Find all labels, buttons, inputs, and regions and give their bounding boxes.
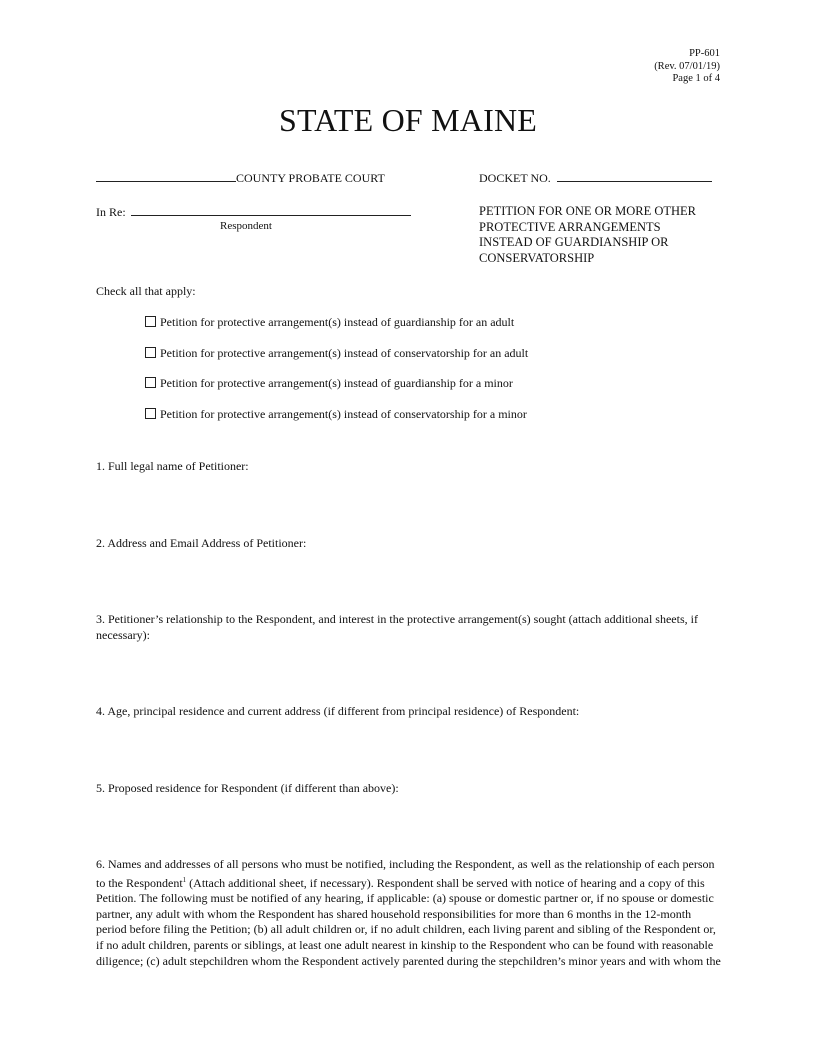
- petition-title-line: INSTEAD OF GUARDIANSHIP OR: [479, 235, 669, 249]
- docket-number-field[interactable]: [557, 170, 712, 182]
- respondent-caption: Respondent: [220, 220, 272, 232]
- option-label: Petition for protective arrangement(s) instead of guardianship for an adult: [160, 315, 515, 329]
- checkbox[interactable]: [145, 408, 156, 419]
- option-label: Petition for protective arrangement(s) instead of conservatorship for an adult: [160, 346, 529, 360]
- question-2: 2. Address and Email Address of Petitioner:: [96, 536, 307, 550]
- question-4: 4. Age, principal residence and current address (if different from principal residence) of Respondent:: [96, 704, 580, 718]
- option-label: Petition for protective arrangement(s) instead of conservatorship for a minor: [160, 407, 527, 421]
- checkbox[interactable]: [145, 316, 156, 327]
- county-court-label: COUNTY PROBATE COURT: [236, 171, 385, 185]
- county-court-line: [96, 170, 385, 186]
- check-all-instruction: Check all that apply:: [96, 284, 196, 298]
- form-revision: (Rev. 07/01/19): [654, 60, 720, 72]
- docket-line: [479, 170, 712, 186]
- petition-title-line: PETITION FOR ONE OR MORE OTHER: [479, 204, 697, 218]
- footnote-mark: 1: [182, 875, 187, 884]
- question-6: [96, 857, 722, 969]
- county-name-field[interactable]: [96, 170, 236, 182]
- checkbox[interactable]: [145, 377, 156, 388]
- in-re-label: In Re:: [96, 205, 126, 219]
- page-indicator: Page 1 of 4: [672, 73, 720, 84]
- option-conservatorship-adult: [145, 346, 528, 361]
- option-conservatorship-minor: [145, 407, 527, 422]
- form-number-block: [654, 48, 720, 86]
- checkbox[interactable]: [145, 347, 156, 358]
- option-guardianship-adult: [145, 315, 514, 330]
- question-6-text-continued: (Attach additional sheet, if necessary). Respondent shall be served with notice of hearing and a copy of this Petition. The following must be notified of any hearing, if applicable: (a) spouse or domestic partner or, if no spouse or domestic partner, any adult with whom the Respondent has shared household responsibilities for more than 6 months in the 12-month period before filing the Petition; (b) all adult children or, if no adult children, each living parent and sibling of the Respondent or, if no adult children, parents or siblings, at least one adult nearest in kinship to the Respondent who can be found with reasonable diligence; (c) adult stepchildren whom the Respondent actively parented during the stepchildren’s minor years and with whom the: [96, 875, 721, 968]
- petition-title-line: PROTECTIVE ARRANGEMENTS: [479, 219, 661, 234]
- question-1: 1. Full legal name of Petitioner:: [96, 459, 249, 473]
- respondent-name-field[interactable]: [131, 204, 411, 216]
- question-5: 5. Proposed residence for Respondent (if different than above):: [96, 781, 399, 795]
- option-label: Petition for protective arrangement(s) instead of guardianship for a minor: [160, 376, 513, 390]
- in-re-line: [96, 204, 411, 220]
- question-6-text: 6. Names and addresses of all persons who must be notified, including the Respondent, as well as the relationship of each person to the Respondent: [96, 857, 715, 890]
- docket-label: DOCKET NO.: [479, 171, 551, 185]
- page-title: STATE OF MAINE: [278, 102, 538, 138]
- option-guardianship-minor: [145, 376, 513, 391]
- question-3: 3. Petitioner’s relationship to the Respondent, and interest in the protective arrangement(s) sought (attach additional sheets, if necessary):: [96, 612, 698, 642]
- form-code: PP-601: [689, 48, 720, 59]
- petition-title-line: CONSERVATORSHIP: [479, 250, 595, 265]
- petition-title: [479, 204, 739, 266]
